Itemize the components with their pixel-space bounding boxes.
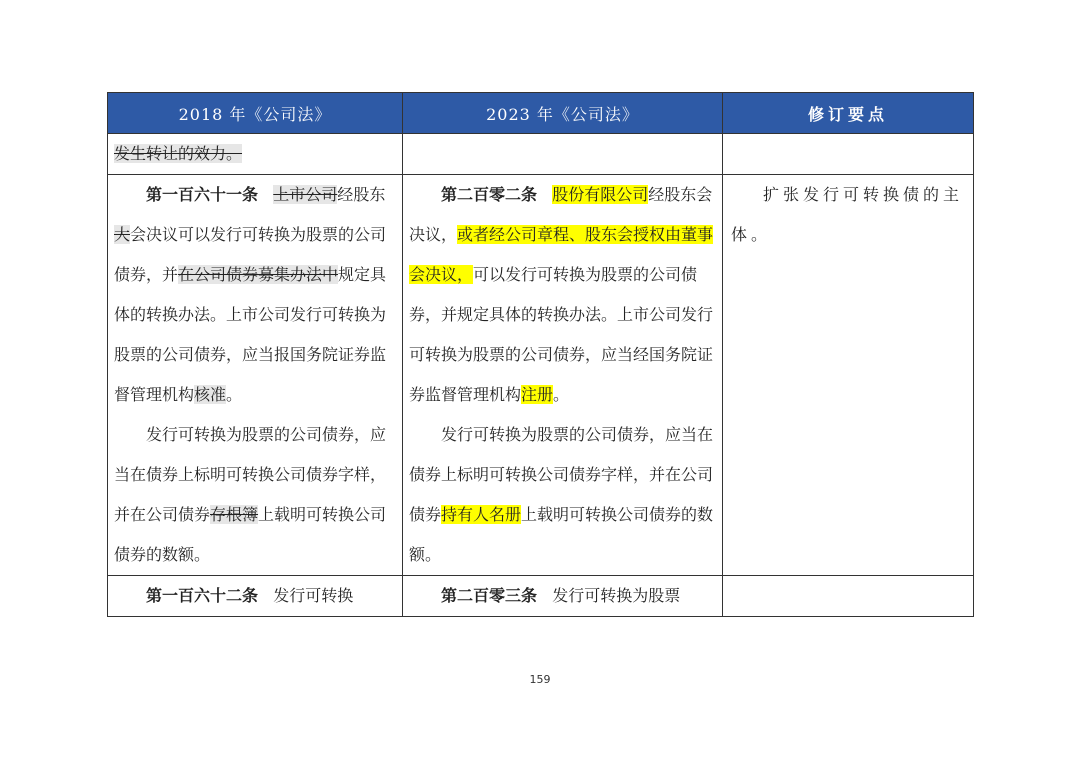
old-law-cell bbox=[108, 175, 403, 576]
text-run: 。 bbox=[553, 385, 570, 404]
highlighted-text: 持有人名册 bbox=[441, 505, 522, 524]
deleted-text: 在公司债券募集办法中 bbox=[178, 265, 339, 284]
table-row bbox=[108, 576, 974, 617]
old-law-cell bbox=[108, 576, 403, 617]
highlighted-text: 股份有限公司 bbox=[552, 185, 649, 204]
highlighted-text: 注册 bbox=[521, 385, 554, 404]
text-run: 上载明可转换公司债券的数额。 bbox=[114, 505, 387, 564]
highlighted-text: 或者经公司章程、股东会授权由董事会决议， bbox=[409, 225, 714, 284]
text-run: 发行可转换为股票 bbox=[552, 586, 681, 605]
text-run: 。 bbox=[226, 385, 243, 404]
changed-text: 核准 bbox=[194, 385, 227, 404]
old-paragraph-2 bbox=[114, 415, 396, 575]
new-law-cell bbox=[403, 134, 723, 175]
new-paragraph-2 bbox=[409, 415, 716, 575]
header-2023: 2023 年《公司法》 bbox=[403, 93, 723, 134]
table-row bbox=[108, 175, 974, 576]
deleted-text: 上市公司 bbox=[273, 185, 338, 204]
text-run: 发行可转换为股票的公司债券，应当在债券上标明可转换公司债券字样，并在公司债券 bbox=[114, 425, 387, 524]
comparison-table bbox=[107, 92, 974, 617]
new-paragraph-1 bbox=[409, 175, 716, 415]
new-law-cell bbox=[403, 175, 723, 576]
text-run: 规定具体的转换办法。上市公司发行可转换为股票的公司债券，应当报国务院证券监督管理机构 bbox=[114, 265, 387, 404]
text-run: 可以发行可转换为股票的公司债券，并规定具体的转换办法。上市公司发行可转换为股票的公司债券，应当经国务院证券监督管理机构 bbox=[409, 265, 714, 404]
old-law-cell bbox=[108, 134, 403, 175]
text-run: 经 bbox=[337, 185, 354, 204]
article-number: 第一百六十二条 bbox=[146, 586, 259, 605]
text-run: 上载明可转换公司债券的数额。 bbox=[409, 505, 714, 564]
text-run: 发行可转换为股票的公司债券，应当在债券上标明可转换公司债券字样，并在公司债券 bbox=[409, 425, 714, 524]
header-revision-points: 修订要点 bbox=[723, 93, 974, 134]
revision-note: 扩张发行可转换债的主体。 bbox=[731, 185, 964, 244]
header-row bbox=[108, 93, 974, 134]
article-number: 第二百零三条 bbox=[441, 586, 538, 605]
new-law-cell bbox=[403, 576, 723, 617]
deleted-text: 发生转让的效力。 bbox=[114, 144, 243, 163]
article-number: 第二百零二条 bbox=[441, 185, 538, 204]
page-number: 159 bbox=[529, 673, 551, 686]
header-2018: 2018 年《公司法》 bbox=[108, 93, 403, 134]
article-number: 第一百六十一条 bbox=[146, 185, 259, 204]
old-paragraph-1 bbox=[114, 175, 396, 415]
note-cell bbox=[723, 134, 974, 175]
note-cell bbox=[723, 576, 974, 617]
text-run: 会决议可以发行可转换为股票的公司债券，并 bbox=[114, 225, 387, 284]
deleted-text: 大 bbox=[114, 225, 131, 244]
text-run: 经股东会决议， bbox=[409, 185, 713, 244]
deleted-text: 存根簿 bbox=[210, 505, 259, 524]
text-run: 股东 bbox=[353, 185, 386, 204]
table-row bbox=[108, 134, 974, 175]
text-run: 发行可转换 bbox=[273, 586, 354, 605]
note-cell bbox=[723, 175, 974, 576]
